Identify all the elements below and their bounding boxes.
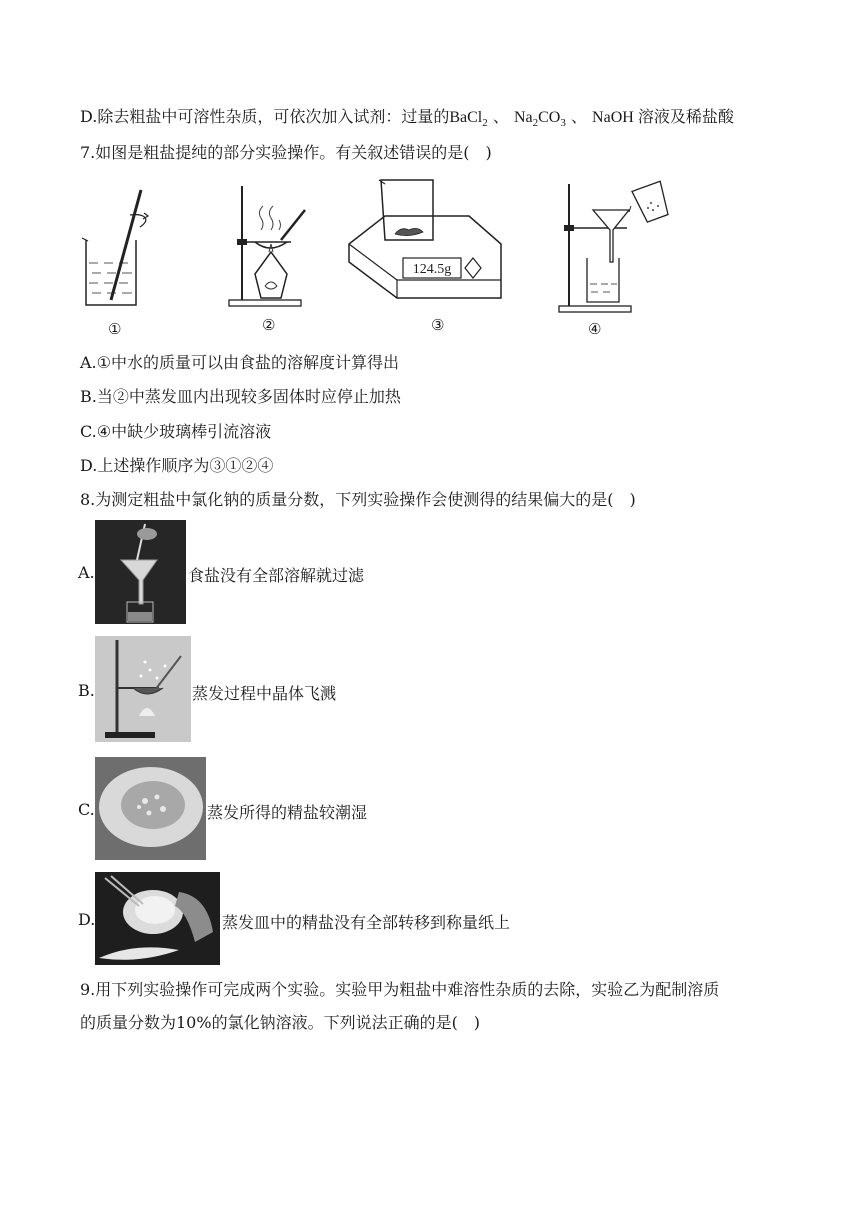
- q9-stem-line1: 9.用下列实验操作可完成两个实验。实验甲为粗盐中难溶性杂质的去除，实验乙为配制溶质: [80, 980, 720, 999]
- q8-option-d-letter: D.: [78, 910, 96, 929]
- salt-transfer-photo: [95, 872, 220, 965]
- q8-option-b-text: 蒸发过程中晶体飞溅: [192, 684, 337, 703]
- reagent-na2co3: $Na_2CO_3$: [513, 109, 566, 130]
- separator: 、: [570, 107, 587, 126]
- q6-option-d-text: D.除去粗盐中可溶性杂质，可依次加入试剂：过量的: [80, 107, 450, 126]
- evaporation-setup-diagram: [225, 182, 325, 310]
- q8-option-b-letter: B.: [78, 681, 95, 700]
- evaporation-splatter-photo: [95, 636, 191, 742]
- balance-reading: 124.5g: [412, 262, 452, 277]
- filtration-setup-diagram: [555, 176, 675, 316]
- figure-label-1: ①: [108, 320, 122, 338]
- q7-option-c: C.④中缺少玻璃棒引流溶液: [80, 422, 272, 441]
- q7-option-d: D.上述操作顺序为③①②④: [80, 456, 274, 475]
- reagent-bacl2: BaCl$_2$: [449, 109, 488, 130]
- figure-label-4: ④: [588, 320, 602, 338]
- q7-option-b: B.当②中蒸发皿内出现较多固体时应停止加热: [80, 387, 401, 406]
- q8-option-a-text: 食盐没有全部溶解就过滤: [188, 566, 365, 585]
- figure-label-3: ③: [431, 316, 445, 334]
- q8-stem: 8.为测定粗盐中氯化钠的质量分数，下列实验操作会使测得的结果偏大的是( ): [80, 490, 636, 509]
- figure-label-2: ②: [262, 316, 276, 334]
- electronic-balance-diagram: [345, 176, 505, 310]
- q8-option-c-text: 蒸发所得的精盐较潮湿: [207, 803, 368, 822]
- filtration-photo: [95, 520, 186, 624]
- q9-stem-line2: 的质量分数为10%的氯化钠溶液。下列说法正确的是( ): [80, 1013, 481, 1032]
- q7-stem: 7.如图是粗盐提纯的部分实验操作。有关叙述错误的是( ): [80, 143, 492, 162]
- q8-option-d-text: 蒸发皿中的精盐没有全部转移到称量纸上: [222, 913, 511, 932]
- q8-option-a-letter: A.: [78, 563, 95, 582]
- damp-salt-photo: [95, 757, 206, 860]
- reagent-naoh: NaOH 溶液及稀盐酸: [592, 109, 734, 126]
- q8-option-c-letter: C.: [78, 800, 95, 819]
- q7-option-a: A.①中水的质量可以由食盐的溶解度计算得出: [80, 353, 399, 372]
- q6-option-d: [80, 106, 734, 134]
- separator: 、: [492, 107, 509, 126]
- beaker-stirring-diagram: [78, 185, 168, 310]
